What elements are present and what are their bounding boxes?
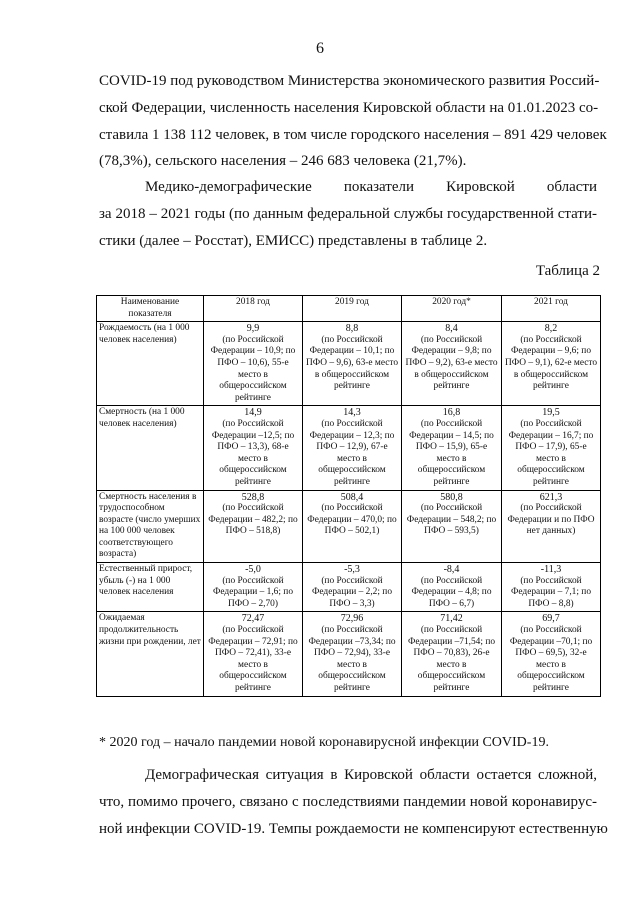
indicator-name: Естественный прирост, убыль (-) на 1 000 человек населения [97,563,204,612]
page-number: 6 [316,40,324,57]
cell-value: 8,2 [544,323,558,335]
cell-value: 14,9 [244,407,262,419]
header-2021: 2021 год [502,296,601,322]
conclusion-paragraph [99,762,608,842]
text-line: ставила 1 138 112 человек, в том числе городского населения – 891 429 человек [99,126,607,143]
cell-value: -5,3 [344,564,360,576]
indicator-cell [204,563,303,612]
indicator-name: Смертность (на 1 000 человек населения) [97,406,204,490]
cell-note: (по Российской Федерации – 10,1; по ПФО – 9,6), 63-е место в общероссийском рейтинге [305,334,399,392]
cell-value: 72,96 [340,613,364,625]
table-caption: Таблица 2 [535,263,600,279]
indicator-cell [502,322,601,406]
cell-note: (по Российской Федерации –12,5; по ПФО – 13,3), 68-е место в общероссийском рейтинге [211,418,295,487]
cell-note: (по Российской Федерации – 548,2; по ПФО – 593,5) [406,503,497,537]
indicator-cell [204,406,303,490]
table-row [97,322,601,406]
indicator-cell [502,563,601,612]
cell-note: (по Российской Федерации – 10,9; по ПФО – 10,6), 55-е место в общероссийском рейтинге [210,334,296,403]
indicator-cell [502,612,601,696]
text-line: ской Федерации, численность населения Кировской области на 01.01.2023 со- [99,99,599,116]
text-line: Медико-демографические показатели Кировской области [145,179,597,195]
indicator-name: Рождаемость (на 1 000 человек населения) [97,322,204,406]
cell-value: 508,4 [340,491,364,503]
table-row [97,406,601,490]
cell-value: -11,3 [540,564,562,576]
cell-note: (по Российской Федерации – 14,5; по ПФО – 15,9), 65-е место в общероссийском рейтинге [409,418,494,487]
indicator-cell [502,490,601,563]
table-row [97,612,601,696]
cell-note: (по Российской Федерации –73,34; по ПФО – 72,94), 33-е место в общероссийском рейтинге [308,625,396,693]
cell-value: 621,3 [539,491,563,503]
cell-note: (по Российской Федерации – 482,2; по ПФО – 518,8) [208,503,298,537]
footnote: * 2020 год – начало пандемии новой коронавирусной инфекции COVID-19. [99,735,549,750]
indicator-cell [303,612,402,696]
table-header-row [97,296,601,322]
cell-note: (по Российской Федерации – 9,6; по ПФО – 9,1), 62-е место в общероссийском рейтинге [504,334,598,392]
table-row [97,490,601,563]
text-line: ной инфекции COVID-19. Темпы рождаемости не компенсируют естественную [99,820,608,837]
cell-note: (по Российской Федерации – 12,3; по ПФО – 12,9), 67-е место в общероссийском рейтинге [309,418,395,487]
indicator-cell [502,406,601,490]
cell-note: (по Российской Федерации – 2,2; по ПФО – 3,3) [311,575,393,609]
text-line: Демографическая ситуация в Кировской области остается сложной, [145,767,597,783]
cell-value: -8,4 [443,564,460,576]
cell-value: 69,7 [542,613,560,625]
cell-value: 72,47 [241,613,265,625]
indicator-cell [303,563,402,612]
header-2018: 2018 год [204,296,303,322]
text-line: за 2018 – 2021 годы (по данным федеральной службы государственной стати- [99,205,597,222]
indicator-cell [402,612,502,696]
cell-note: (по Российской Федерации – 72,91; по ПФО – 72,41), 33-е место в общероссийском рейтинге [208,625,298,693]
text-line: что, помимо прочего, связано с последствиями пандемии новой коронавирус- [99,793,597,810]
indicator-cell [303,490,402,563]
header-2019: 2019 год [303,296,402,322]
header-2020: 2020 год* [402,296,502,322]
indicator-cell [402,322,502,406]
cell-value: 8,8 [345,323,359,335]
cell-note: (по Российской Федерации – 9,8; по ПФО – 9,2), 63-е место в общероссийском рейтинге [405,334,498,392]
text-line: COVID-19 под руководством Министерства экономического развития Россий- [99,73,600,89]
cell-note: (по Российской Федерации –71,54; по ПФО – 70,83), 26-е место в общероссийском рейтинге [407,625,496,693]
cell-value: 71,42 [440,613,463,625]
cell-note: (по Российской Федерации и по ПФО нет данных) [507,503,595,537]
indicator-cell [204,612,303,696]
cell-note: (по Российской Федерации – 470,0; по ПФО – 502,1) [307,503,397,537]
indicator-name: Ожидаемая продолжительность жизни при рождении, лет [97,612,204,696]
cell-note: (по Российской Федерации – 4,8; по ПФО – 6,7) [411,575,492,609]
table-intro-paragraph [99,174,597,254]
indicator-cell [204,490,303,563]
cell-value: 9,9 [246,323,260,335]
cell-note: (по Российской Федерации – 1,6; по ПФО – 2,70) [212,575,294,609]
cell-note: (по Российской Федерации –70,1; по ПФО – 69,5), 32-е место в общероссийском рейтинге [509,625,593,693]
cell-value: 14,3 [343,407,361,419]
cell-value: -5,0 [245,564,261,576]
text-line: стики (далее – Росстат), ЕМИСС) представлены в таблице 2. [99,232,488,249]
indicator-cell [402,406,502,490]
cell-value: 8,4 [445,323,458,335]
cell-value: 19,5 [542,407,560,419]
text-line: (78,3%), сельского населения – 246 683 человека (21,7%). [99,153,467,170]
indicator-name: Смертность населения в трудоспособном возрасте (число умерших на 100 000 человек соответствующего возраста) [97,490,204,563]
intro-paragraph [99,68,607,175]
indicator-cell [303,406,402,490]
indicator-cell [303,322,402,406]
header-indicator: Наименование показателя [97,296,204,322]
cell-note: (по Российской Федерации – 16,7; по ПФО – 17,9), 65-е место в общероссийском рейтинге [508,418,594,487]
table-row [97,563,601,612]
indicator-cell [402,490,502,563]
cell-value: 528,8 [241,491,265,503]
cell-value: 580,8 [440,491,463,503]
indicator-cell [402,563,502,612]
cell-value: 16,8 [442,407,461,419]
indicator-cell [204,322,303,406]
cell-note: (по Российской Федерации – 7,1; по ПФО – 8,8) [510,575,592,609]
demographic-indicators-table [96,295,601,697]
